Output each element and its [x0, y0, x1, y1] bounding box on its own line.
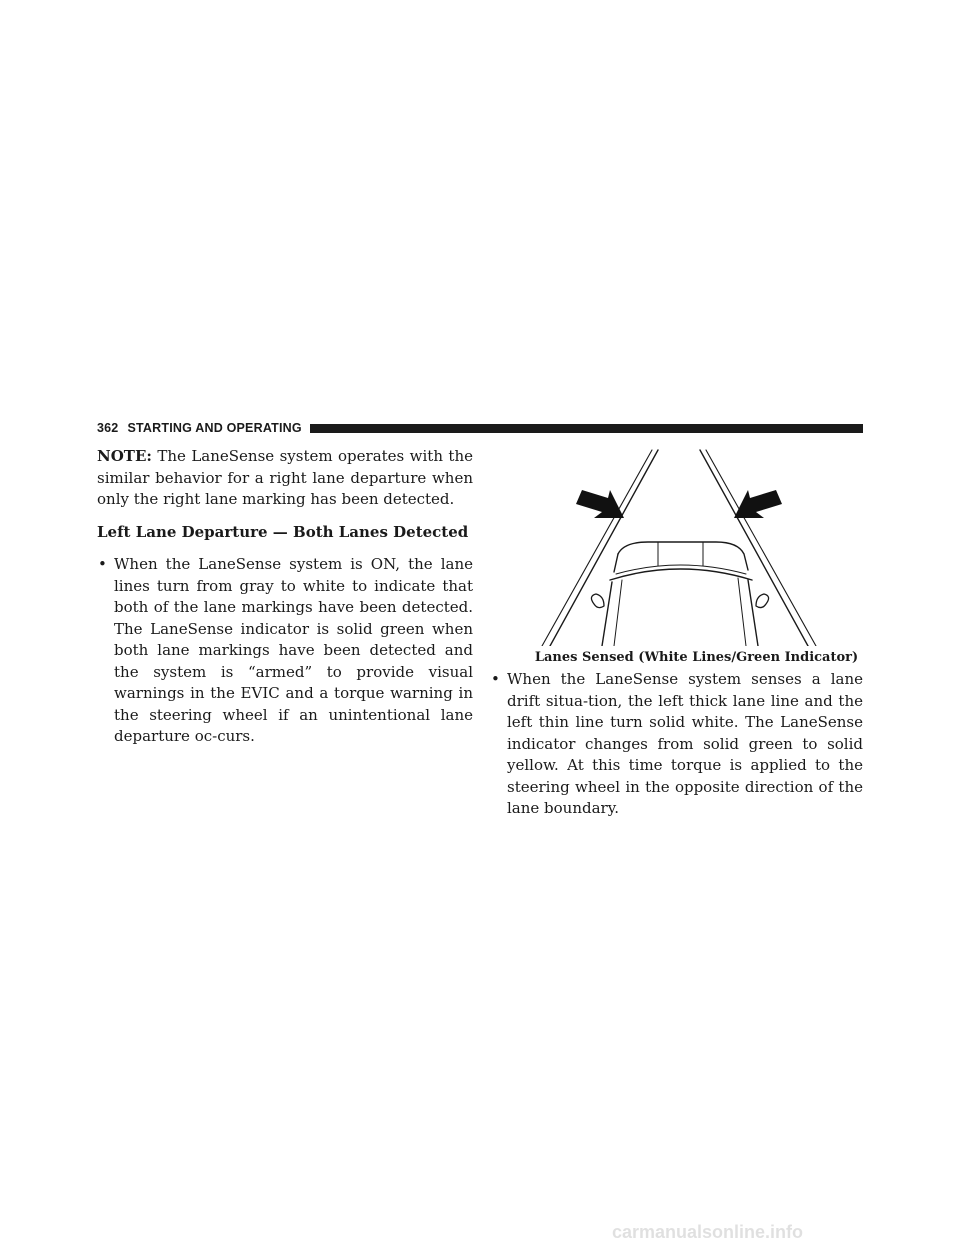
right-column	[490, 446, 863, 820]
right-thick-lane-line	[706, 450, 816, 646]
note-paragraph	[97, 446, 473, 511]
left-thick-lane-line	[542, 450, 652, 646]
section-title: STARTING AND OPERATING	[127, 421, 302, 435]
bullet-item	[490, 669, 863, 820]
bullet-icon: •	[98, 555, 107, 573]
page-header	[97, 419, 863, 437]
bullet-icon: •	[491, 670, 500, 688]
bullet-text: When the LaneSense system is ON, the lane lines turn from gray to white to indicate that both of the lane markings have been detected. The LaneSense indicator is solid green when both lane markings have been detected and the system is “armed” to provide visual warnings in the EVIC and a torque warning in the steering wheel if an unintentional lane departure oc-curs.	[114, 555, 473, 745]
car-roof-outline	[618, 542, 748, 570]
left-mirror	[591, 594, 604, 608]
header-rule	[310, 424, 863, 433]
lane-illustration	[490, 446, 863, 646]
note-text: The LaneSense system operates with the similar behavior for a right lane departure when only the right lane marking has been detected.	[97, 447, 473, 508]
left-thin-lane-line	[550, 450, 658, 646]
bullet-text: When the LaneSense system senses a lane drift situa-tion, the left thick lane line and the left thin line turn solid white. The LaneSense indicator changes from solid green to solid yellow. At this time torque is applied to the steering wheel in the opposite direction of the lane boundary.	[507, 670, 863, 817]
right-arrow-icon	[734, 490, 782, 518]
left-arrow-icon	[576, 490, 624, 518]
right-mirror	[756, 594, 769, 608]
note-label: NOTE:	[97, 447, 152, 465]
subheading: Left Lane Departure — Both Lanes Detected	[97, 522, 469, 541]
figure-caption: Lanes Sensed (White Lines/Green Indicator)	[534, 650, 859, 665]
left-column	[97, 446, 473, 748]
bullet-item	[97, 554, 473, 748]
lanes-sensed-figure	[490, 446, 863, 646]
page-number: 362	[97, 421, 119, 435]
watermark: carmanualsonline.info	[612, 1222, 804, 1242]
